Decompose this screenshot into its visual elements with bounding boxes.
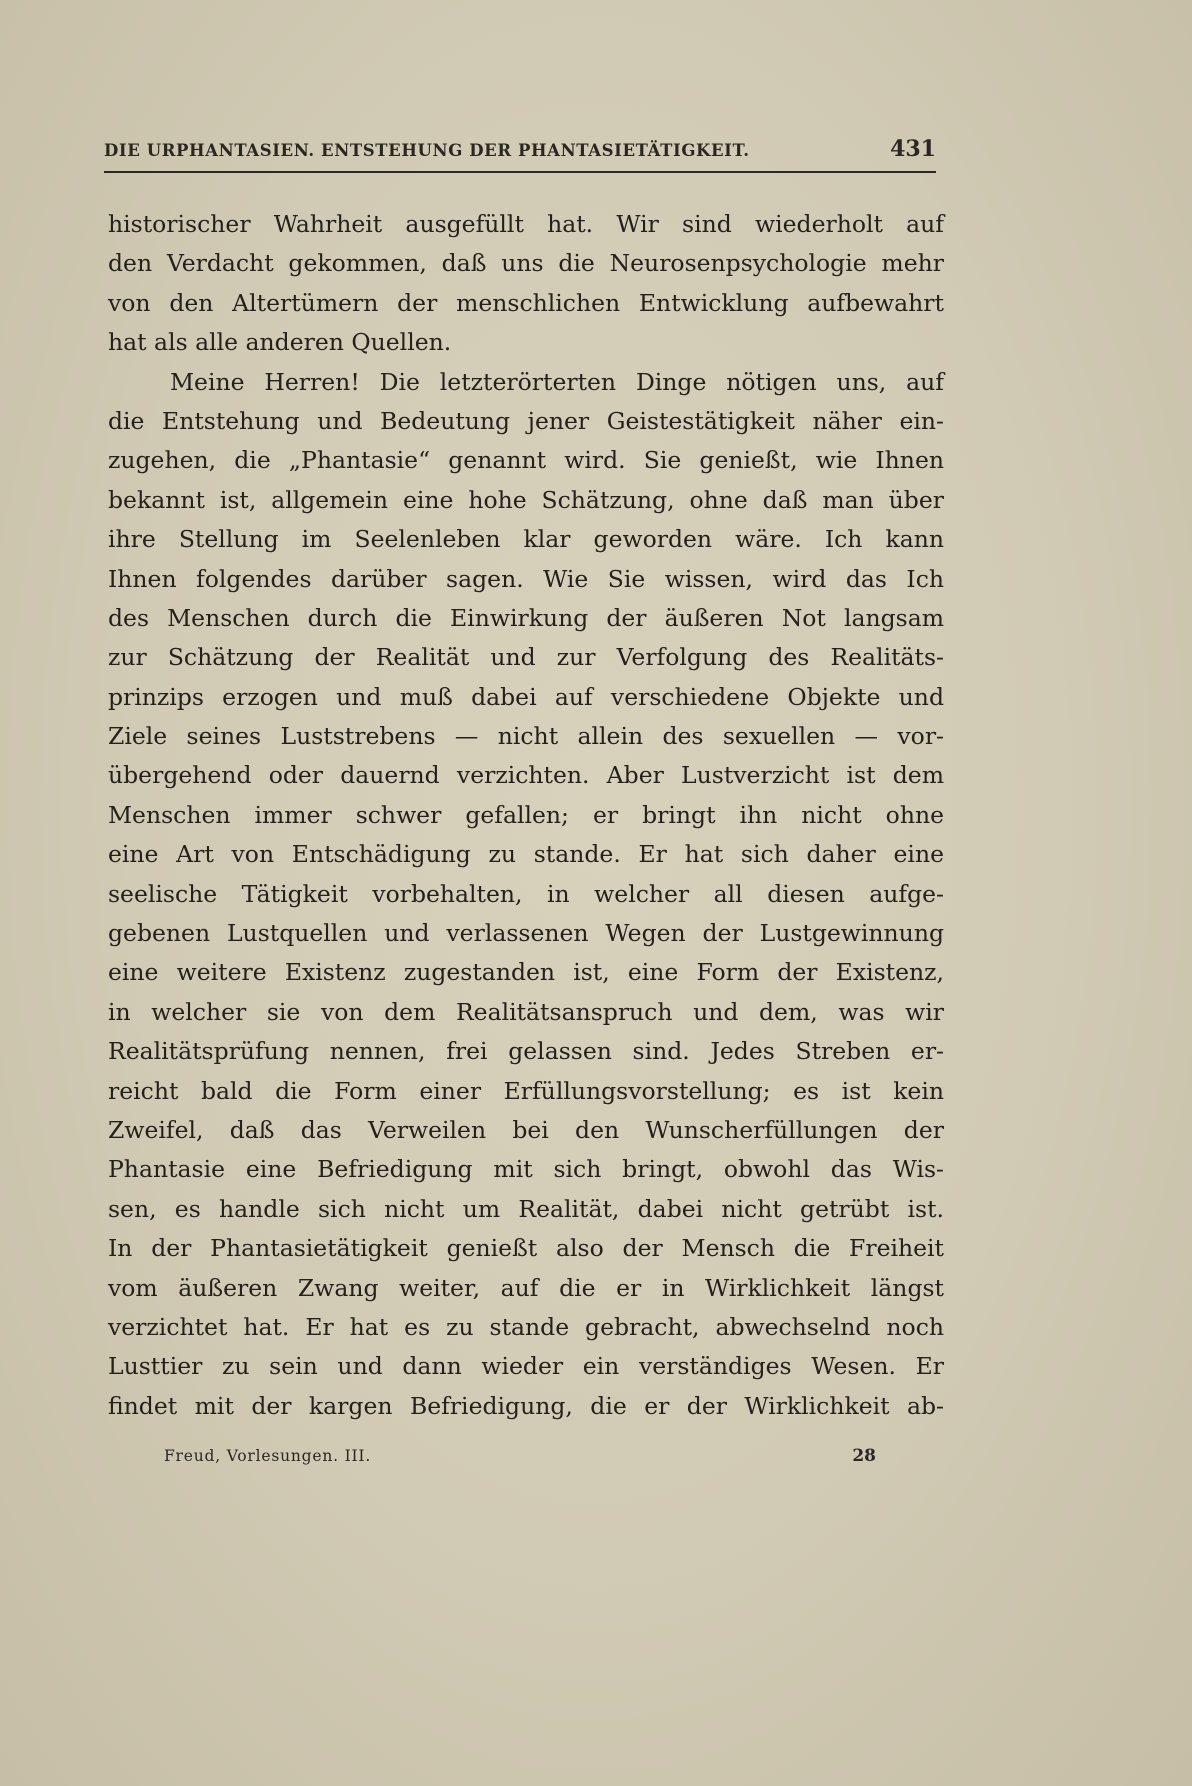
text-line: Phantasie eine Befriedigung mit sich bringt, obwohl das Wis- [108,1155,944,1184]
text-line: von den Altertümern der menschlichen Entwicklung aufbewahrt [108,288,944,317]
text-line: reicht bald die Form einer Erfüllungsvorstellung; es ist kein [108,1076,944,1105]
text-line: vom äußeren Zwang weiter, auf die er in Wirklichkeit längst [108,1273,944,1302]
text-line: findet mit der kargen Befriedigung, die er der Wirklichkeit ab- [108,1391,944,1420]
page-header [104,136,936,172]
text-line: zur Schätzung der Realität und zur Verfolgung des Realitäts- [108,643,944,672]
text-line: gebenen Lustquellen und verlassenen Wegen der Lustgewinnung [108,919,944,948]
text-line: verzichtet hat. Er hat es zu stande gebracht, abwechselnd noch [108,1312,944,1341]
text-line: Realitätsprüfung nennen, frei gelassen sind. Jedes Streben er- [108,1037,944,1066]
body-text [108,205,944,1426]
printer-signature: Freud, Vorlesungen. III. [164,1447,372,1465]
text-line: Zweifel, daß das Verweilen bei den Wunscherfüllungen der [108,1115,944,1144]
text-line: Lusttier zu sein und dann wieder ein verständiges Wesen. Er [108,1352,944,1381]
text-line: prinzips erzogen und muß dabei auf verschiedene Objekte und [108,682,944,711]
text-line: sen, es handle sich nicht um Realität, dabei nicht getrübt ist. [108,1194,944,1223]
text-line: eine weitere Existenz zugestanden ist, eine Form der Existenz, [108,958,944,987]
text-line: ihre Stellung im Seelenleben klar geworden wäre. Ich kann [108,525,944,554]
signature-number: 28 [852,1446,876,1466]
text-line: Meine Herren! Die letzterörterten Dinge nötigen uns, auf [170,367,944,396]
text-line: zugehen, die „Phantasie“ genannt wird. Sie genießt, wie Ihnen [108,446,944,475]
text-line: Ziele seines Luststrebens — nicht allein des sexuellen — vor- [108,722,944,751]
text-line: die Entstehung und Bedeutung jener Geistestätigkeit näher ein- [108,406,944,435]
text-line: historischer Wahrheit ausgefüllt hat. Wir sind wiederholt auf [108,210,944,238]
text-line: bekannt ist, allgemein eine hohe Schätzung, ohne daß man über [108,485,944,514]
text-line: in welcher sie von dem Realitätsanspruch und dem, was wir [108,997,944,1026]
page-number: 431 [890,136,936,162]
text-line: hat als alle anderen Quellen. [108,328,452,357]
text-line: Ihnen folgendes darüber sagen. Wie Sie wissen, wird das Ich [108,564,944,593]
text-line: übergehend oder dauernd verzichten. Aber Lustverzicht ist dem [108,761,944,790]
running-head: DIE URPHANTASIEN. ENTSTEHUNG DER PHANTASIETÄTIGKEIT. [104,141,750,160]
text-line: In der Phantasietätigkeit genießt also der Mensch die Freiheit [108,1234,944,1263]
text-line: des Menschen durch die Einwirkung der äußeren Not langsam [108,603,944,632]
header-rule [104,171,936,173]
page-footer [164,1446,876,1466]
text-line: den Verdacht gekommen, daß uns die Neurosenpsychologie mehr [108,249,944,278]
text-line: Menschen immer schwer gefallen; er bringt ihn nicht ohne [108,800,944,829]
text-line: eine Art von Entschädigung zu stande. Er hat sich daher eine [108,840,944,869]
text-line: seelische Tätigkeit vorbehalten, in welcher all diesen aufge- [108,879,944,908]
